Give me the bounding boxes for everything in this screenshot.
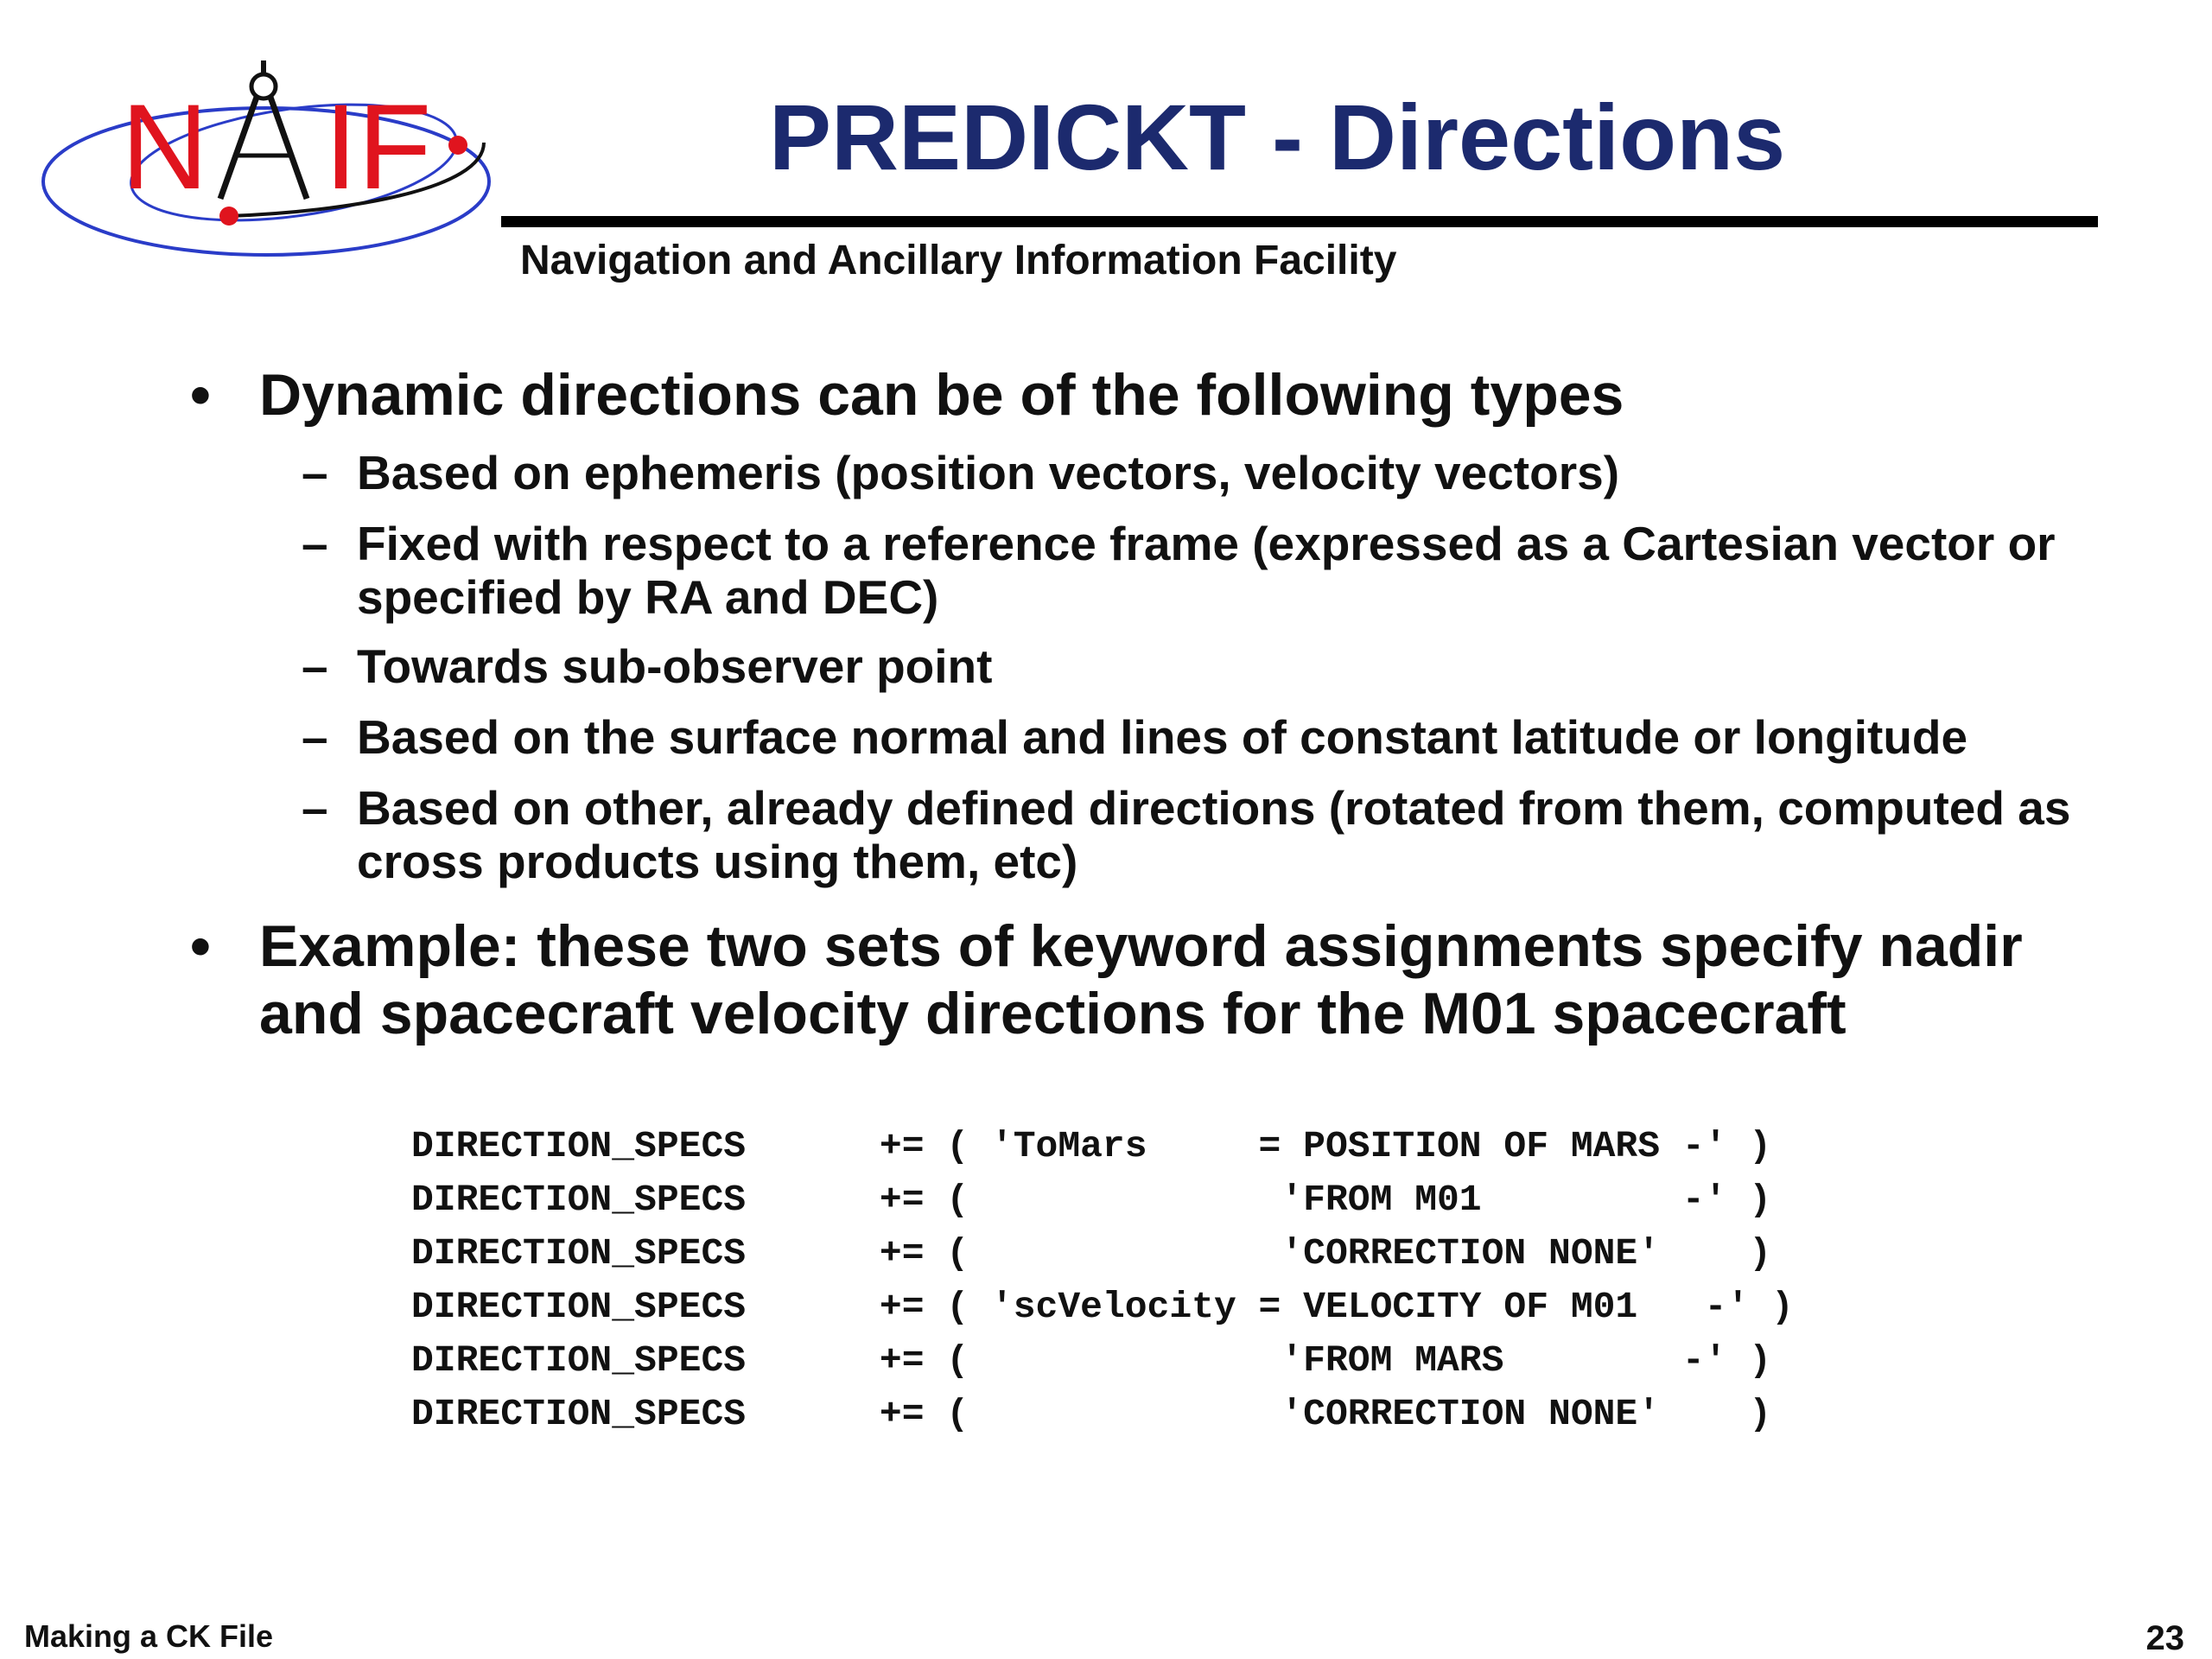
- sub-bullet-item: [302, 446, 2128, 499]
- sub-bullet-text: Fixed with respect to a reference frame (expressed as a Cartesian vector or specified by RA and DEC): [357, 517, 2056, 624]
- sub-bullet-text: Towards sub-observer point: [357, 639, 993, 693]
- sub-bullet-text: Based on ephemeris (position vectors, velocity vectors): [357, 446, 1620, 499]
- svg-text:IF: IF: [324, 79, 432, 214]
- page-number: 23: [2145, 1619, 2184, 1657]
- sub-bullet-marker: –: [302, 639, 328, 693]
- code-line: DIRECTION_SPECS += ( 'ToMars = POSITION OF MARS -' ): [411, 1125, 1772, 1167]
- sub-bullet-item: [302, 781, 2128, 888]
- sub-bullet-item: [302, 639, 2128, 693]
- sub-bullet-text: Based on the surface normal and lines of constant latitude or longitude: [357, 710, 1968, 764]
- bullet-item: [190, 361, 2117, 429]
- code-line: DIRECTION_SPECS += ( 'FROM MARS -' ): [411, 1339, 1772, 1382]
- sub-bullet-marker: –: [302, 517, 328, 570]
- code-line: DIRECTION_SPECS += ( 'CORRECTION NONE' ): [411, 1393, 1772, 1435]
- bullet-marker: •: [190, 362, 211, 428]
- svg-text:N: N: [121, 79, 209, 214]
- bullet-text: Example: these two sets of keyword assignments specify nadir and spacecraft velocity directions for the M01 spacecraft: [259, 913, 2023, 1046]
- bullet-item: [190, 912, 2117, 1047]
- sub-bullet-text: Based on other, already defined directions (rotated from them, computed as cross products using them, etc): [357, 781, 2071, 888]
- code-line: DIRECTION_SPECS += ( 'CORRECTION NONE' ): [411, 1232, 1772, 1274]
- code-line: DIRECTION_SPECS += ( 'FROM M01 -' ): [411, 1179, 1772, 1221]
- sub-bullet-item: [302, 517, 2128, 624]
- slide-subtitle: Navigation and Ancillary Information Facility: [520, 238, 1397, 283]
- slide-title: PREDICKT - Directions: [769, 85, 1786, 189]
- sub-bullet-marker: –: [302, 710, 328, 764]
- sub-bullet-marker: –: [302, 781, 328, 835]
- bullet-text: Dynamic directions can be of the following types: [259, 362, 1624, 428]
- code-line: DIRECTION_SPECS += ( 'scVelocity = VELOCITY OF M01 -' ): [411, 1286, 1794, 1328]
- sub-bullet-marker: –: [302, 446, 328, 499]
- footer-title: Making a CK File: [24, 1618, 274, 1654]
- sub-bullet-item: [302, 710, 2128, 764]
- header-rule: [501, 216, 2098, 227]
- code-block: [411, 1120, 1794, 1441]
- bullet-marker: •: [190, 913, 211, 979]
- naif-logo: [35, 52, 501, 276]
